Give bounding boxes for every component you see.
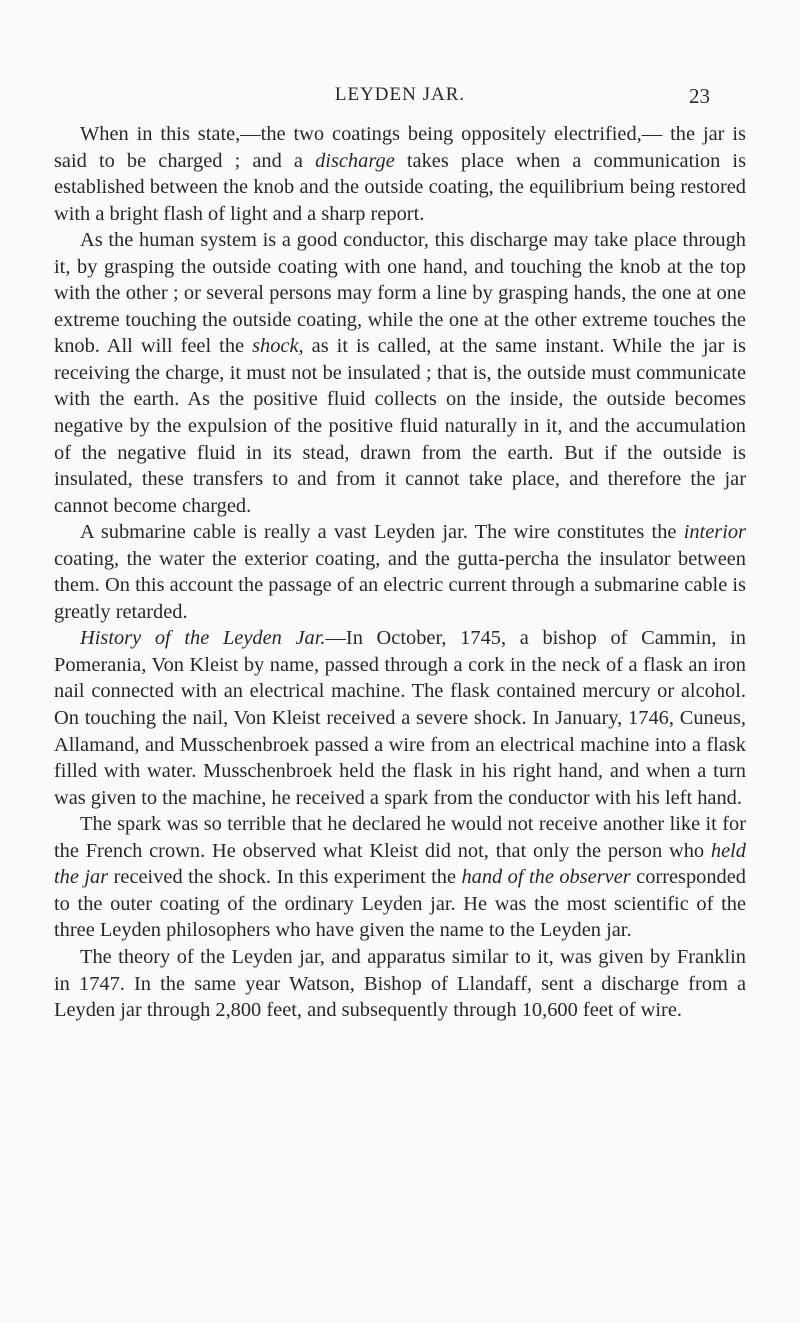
italic-text: held the jar bbox=[54, 839, 746, 889]
paragraph bbox=[54, 121, 746, 227]
italic-text: shock bbox=[252, 335, 299, 358]
text-run: received the shock. In this experiment the bbox=[108, 866, 462, 889]
italic-text: discharge bbox=[315, 149, 395, 172]
running-title: LEYDEN JAR. bbox=[334, 84, 466, 105]
text-run: The spark was so terrible that he declared he would not receive another like it for the French crown. He observed what Kleist did not, that only the person who bbox=[54, 813, 746, 862]
italic-text: History of the Leyden Jar. bbox=[80, 627, 326, 650]
body-text bbox=[54, 121, 746, 1024]
running-head bbox=[0, 84, 800, 108]
text-run: , as it is called, at the same instant. While the jar is receiving the charge, it must not be insulated ; that is, the outside must communicate with the earth. As the positive fluid collects on the inside, the outside becomes negative by the expulsion of the positive fluid naturally in it, and the accumulation of the negative fluid in its stead, drawn from the earth. But if the outside is insulated, these transfers to and from it cannot take place, and therefore the jar cannot become charged. bbox=[54, 335, 746, 517]
paragraph bbox=[54, 944, 746, 1024]
text-run: A submarine cable is really a vast Leyden jar. The wire constitutes the bbox=[80, 521, 684, 544]
text-run: coating, the water the exterior coating, and the gutta-percha the insulator between them. On this account the passage of an electric current through a submarine cable is greatly retarded. bbox=[54, 547, 746, 623]
text-run: The theory of the Leyden jar, and apparatus similar to it, was given by Franklin in 1747. In the same year Watson, Bishop of Llandaff, sent a discharge from a Leyden jar through 2,800 feet, and subsequently through 10,600 feet of wire. bbox=[54, 945, 746, 1022]
italic-text: interior bbox=[683, 521, 746, 544]
italic-text: hand of the observer bbox=[461, 866, 631, 889]
text-run: When in this state,—the two coatings being oppositely electrified,— the jar is said to be charged ; and a bbox=[54, 123, 746, 172]
text-run: takes place when a communication is established between the knob and the outside coating, the equilibrium being restored with a bright flash of light and a sharp report. bbox=[54, 149, 747, 225]
paragraph bbox=[54, 519, 746, 625]
paragraph bbox=[54, 625, 746, 811]
paragraph bbox=[54, 227, 746, 519]
text-run: corresponded to the outer coating of the ordinary Leyden jar. He was the most scientific of the three Leyden philosophers who have given the name to the Leyden jar. bbox=[54, 866, 746, 942]
text-run: As the human system is a good conductor, this discharge may take place through it, by grasping the outside coating with one hand, and touching the knob at the top with the other ; or several persons may form a line by grasping hands, the one at one extreme touching the outside coating, while the one at the other extreme touches the knob. All will feel the bbox=[54, 229, 746, 358]
paragraph bbox=[54, 811, 746, 944]
text-run: —In October, 1745, a bishop of Cammin, in Pomerania, Von Kleist by name, passed through a cork in the neck of a flask an iron nail connected with an electrical machine. The flask contained mercury or alcohol. On touching the nail, Von Kleist received a severe shock. In January, 1746, Cuneus, Allamand, and Musschenbroek passed a wire from an electrical machine into a flask filled with water. Musschenbroek held the flask in his right hand, and when a turn was given to the machine, he received a spark from the conductor with his left hand. bbox=[54, 627, 747, 809]
page-number: 23 bbox=[689, 84, 710, 108]
